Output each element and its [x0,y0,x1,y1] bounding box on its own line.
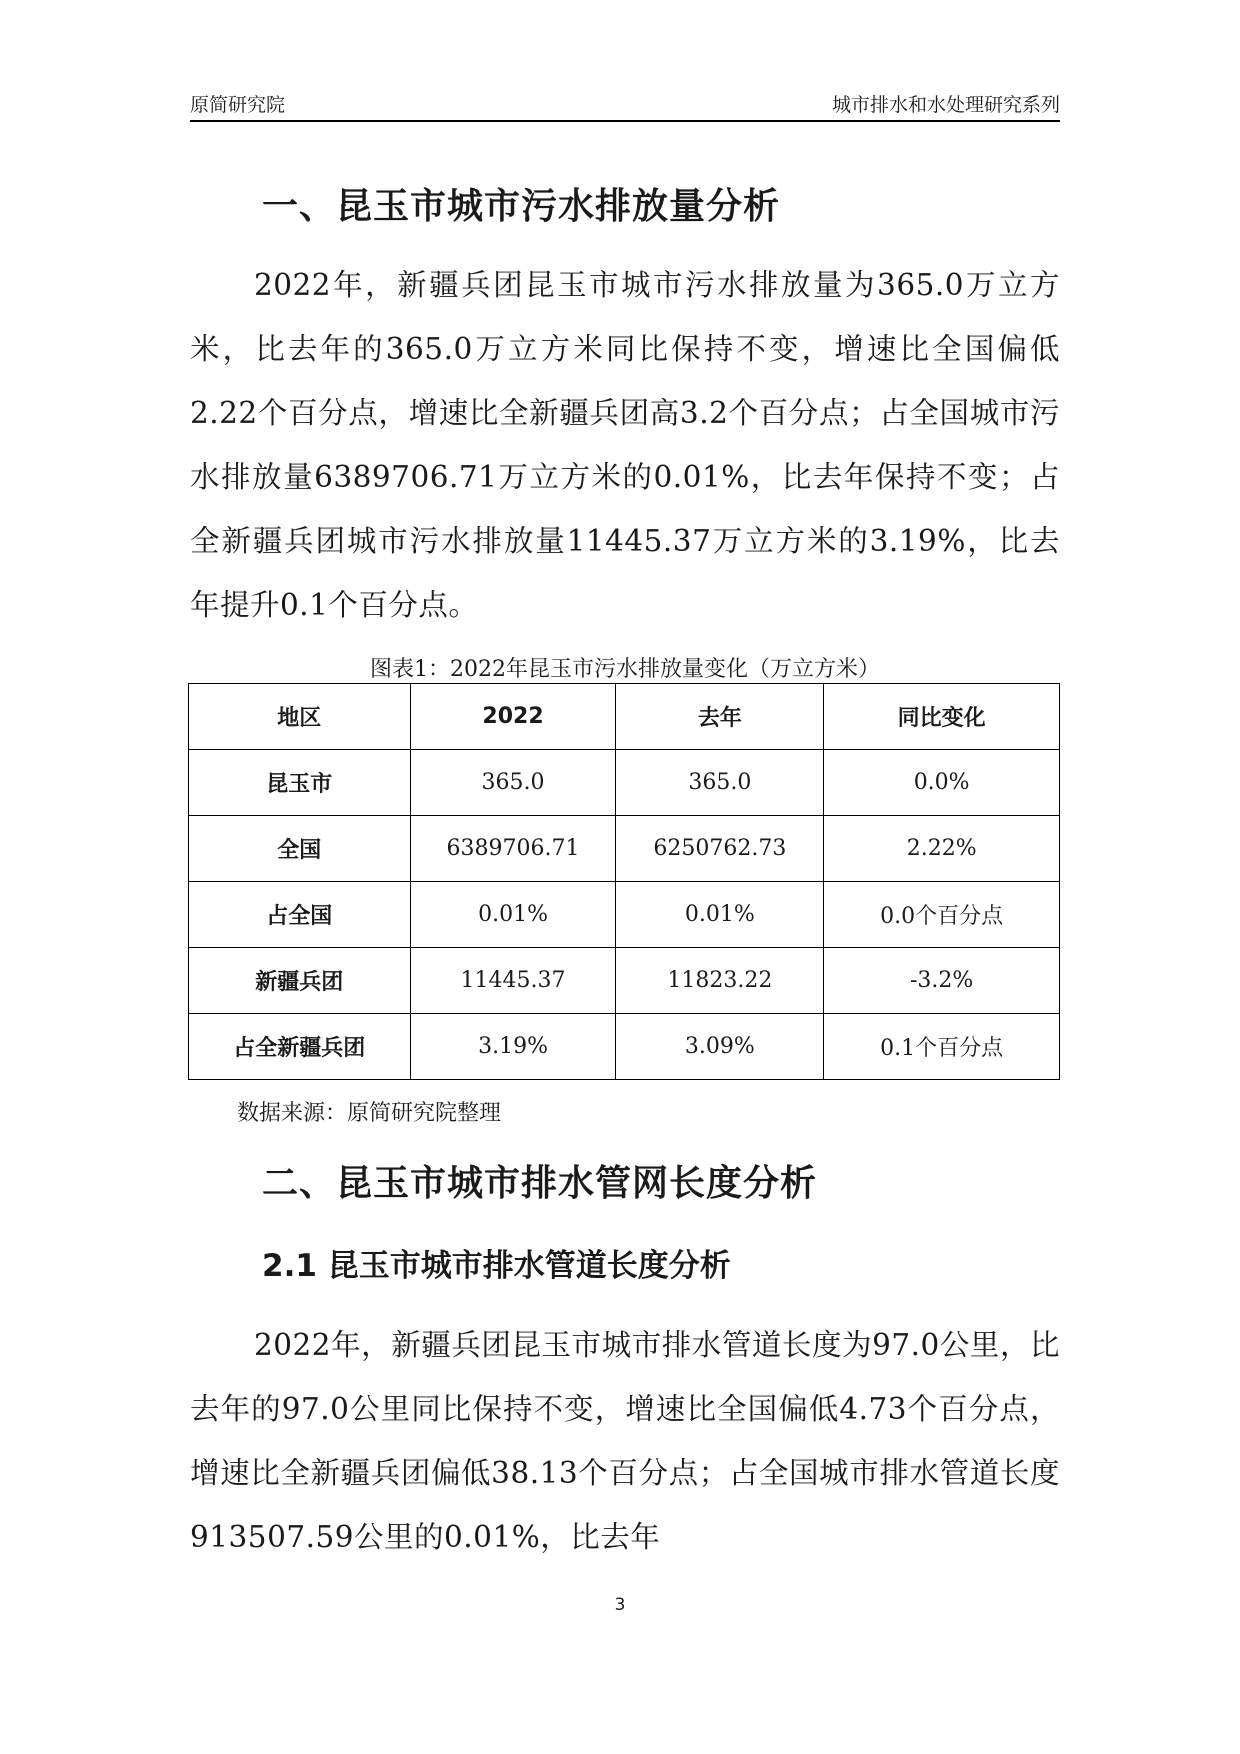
table-cell: 2.22% [824,816,1060,882]
table-cell: 0.0% [824,750,1060,816]
table-cell: 3.19% [410,1014,616,1080]
table-source-note: 数据来源：原简研究院整理 [237,1101,502,1126]
table-header-cell: 去年 [616,684,824,750]
table-row-label: 全国 [189,816,411,882]
header-series-title: 城市排水和水处理研究系列 [831,94,1060,116]
table-header-row [189,684,1060,750]
table-cell: 0.01% [616,882,824,948]
header-org-name: 原简研究院 [190,94,286,116]
table-row-label: 占全国 [189,882,411,948]
table-row-label: 占全新疆兵团 [189,1014,411,1080]
table-row [189,1014,1060,1080]
table-row [189,948,1060,1014]
table-header-cell: 同比变化 [824,684,1060,750]
table-header-cell: 2022 [410,684,616,750]
table-cell: 0.01% [410,882,616,948]
section-1-title: 一、昆玉市城市污水排放量分析 [262,186,781,227]
table-row [189,750,1060,816]
table-cell: 11823.22 [616,948,824,1014]
table-row [189,816,1060,882]
sewage-discharge-table [188,683,1060,1080]
table-cell: 365.0 [616,750,824,816]
table-cell: 6250762.73 [616,816,824,882]
table-cell: 3.09% [616,1014,824,1080]
table-row-label: 新疆兵团 [189,948,411,1014]
section-2-1-subtitle: 2.1 昆玉市城市排水管道长度分析 [262,1248,731,1284]
table-header-cell: 地区 [189,684,411,750]
table-cell: 0.0个百分点 [824,882,1060,948]
table-row [189,882,1060,948]
table-caption: 图表1：2022年昆玉市污水排放量变化（万立方米） [370,657,880,682]
page-header [190,88,1060,122]
section-2-paragraph: 2022年，新疆兵团昆玉市城市排水管道长度为97.0公里，比去年的97.0公里同比保持不变，增速比全国偏低4.73个百分点，增速比全新疆兵团偏低38.13个百分点；占全国城市排水管道长度913507.59公里的0.01%，比去年 [190,1328,1060,1554]
table-cell: 365.0 [410,750,616,816]
table-row-label: 昆玉市 [189,750,411,816]
page-number: 3 [614,1595,626,1615]
table-cell: 0.1个百分点 [824,1014,1060,1080]
section-2-title: 二、昆玉市城市排水管网长度分析 [262,1163,818,1204]
table-cell: -3.2% [824,948,1060,1014]
table-cell: 11445.37 [410,948,616,1014]
section-1-paragraph: 2022年，新疆兵团昆玉市城市污水排放量为365.0万立方米，比去年的365.0万立方米同比保持不变，增速比全国偏低2.22个百分点，增速比全新疆兵团高3.2个百分点；占全国城市污水排放量6389706.71万立方米的0.01%，比去年保持不变；占全新疆兵团城市污水排放量11445.37万立方米的3.19%，比去年提升0.1个百分点。 [190,268,1060,622]
table-cell: 6389706.71 [410,816,616,882]
